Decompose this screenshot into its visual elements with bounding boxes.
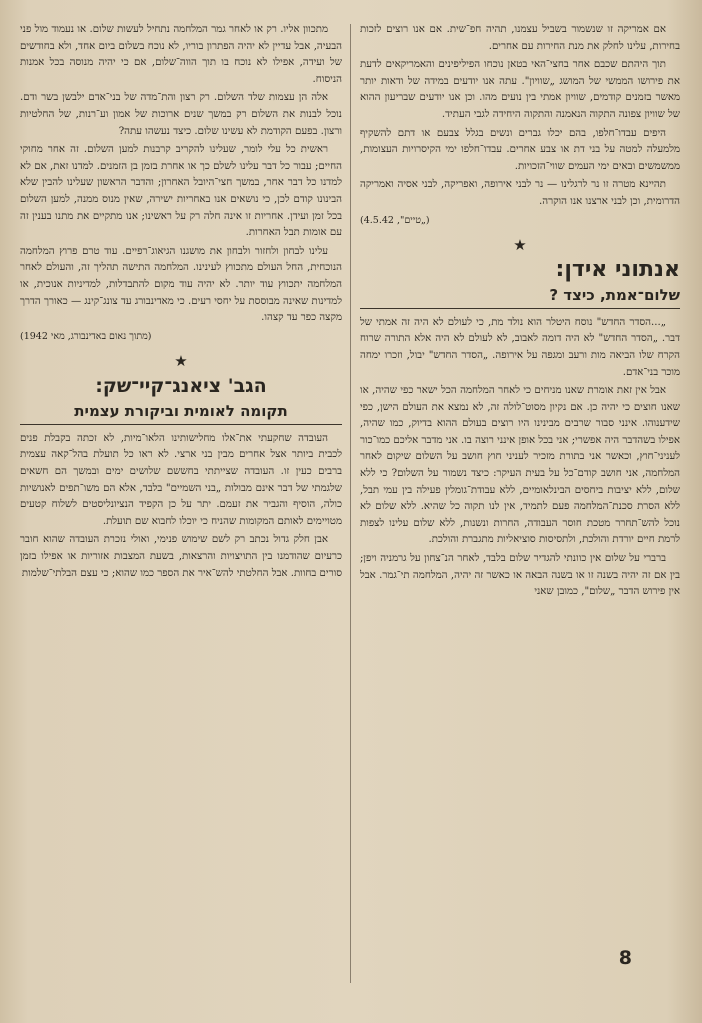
paragraph: „...הסדר החדש" נוסח היטלר הוא נולד מת, כי לעולם לא היה זה אמתי של דבר. „הסדר החדש" לא היה דומה לאבוב, לא לעולם לא היה אלא התורה שרוח הקרח שלו הביאה מות ורעב ומגפה על אירופה. „הסדר החדש" יבול, וזכרו ימחה מוכר בני־אדם.: [360, 316, 680, 378]
page-number: 8: [618, 947, 632, 969]
column-divider: [350, 24, 351, 983]
paragraph: היפים עבדו־חלפו, בהם יכלו גברים ונשים בגלל צבעם או דתם להשקיף מלמעלה למטה על בני דת או צבע אחרים. עבדו־חלפו ימי הקיסרויות העצומות, ממשמשים ובאים ימי העמים שווי־הזכויות.: [360, 127, 680, 172]
paragraph: ברברי על שלום אין כוונתי להגדיר שלום בלבד, לאחר הנ־צחון על גרמניה ויפן; בין אם זה יהיה בשנה זו או בשנה הבאה או כאשר זה יהיה, המלחמה תי־גמר. אבל אין פירוש הדבר „שלום", כמובן שאני: [360, 553, 680, 598]
paragraph: אבל אין זאת אומרת שאנו מניחים כי לאחר המלחמה הכל ישאר כפי שהיה, או שאנו חוצים כי יהיה כן. אם נקיון מסוט־לולה זה, לא נמצא את העולם הישן, כפי שידענוהו. אינני סבור שרבים מבינינו היו רוצים בעולם ההוא בדיוק, כמו שהיה, אפילו בשהדבר היה אפשרי; אני בכל אופן אינני רוצה בו. אני מדבר אליכם כמו־כור לעניני־חוץ, וכאשר אני בתורת מזכיר לעניני חוץ חושב על השלום שיקום לאחר המלחמה, אני חושב קודם־כל על בעית העיקר: כיצד נשמור על השלום? כי ללא שלום, ללא יציבות ביחסים הבינלאומיים, ללא עבודת־גומלין פעילה בין עמי תבל, ללא הסרת סכנת־המלחמה פעם לתמיד, אין לנו תקוה כל שהיא. ללא שלום לא נוכל להש־תחרר מטכת חוסר העבודה, החרות ונשנות, ללא שלום עלינו לצפות לרמת חיים יורדת והולכת, ולתסיסות סוציאליות מתגברת והולכת.: [360, 385, 680, 546]
article-title: אנתוני אידן:: [555, 256, 680, 282]
paragraph: אבן חלק גדול נכתב רק לשם שימוש פנימי, ואולי נזכרת העובדה שהוא חובר כרעיום שהודמנו בין התויצויות והרצאות, בשעת המצבות אזוריות או אפילו בזמן סורים בחוות. אבל החלטתי להש־איר את הספר כמו שהוא; כי עצם הבלתי־שלמות: [20, 534, 342, 579]
left-column: [20, 22, 342, 987]
paragraph: העובדה שחקעתי את־אלו מחלישותינו הלאו־מיות, לא זכתה בקבלת פנים לכבית ביותר אצל אחרים מבין בני ארצי. לא ראו כל תועלת בהל־קאה עצמית ברבים כעין זו. העובדה שצייתתי בחששם שלושים ימים ובמשך הם חשאים שלגמתי של דבר אינם מבולות „בני השמיים" בלבד, אלא הם משו־תפים לאנושיות כולה, הוסיף והגביר את זעמם. יתר על כן הקפיד הנציונליסטים לשלוח קטעים מטויימים לאותם המקומות שהניח כי יוכלו לחבוא שם תועלת.: [20, 432, 342, 527]
right-column: [360, 22, 680, 987]
paragraph: תהיינא מטרה זו נר לרגלינו — נר לבני אירופה, ואפריקה, לבני אסיה ואמריקה הדרומית, וכן לבני ארצנו אנו הוקרה.: [360, 179, 680, 207]
source-citation: (מתוך נאום באדינבורג, מאי 1942): [20, 330, 152, 342]
source-citation: („טיים", 4.5.42): [360, 214, 430, 226]
paragraph: תוך היהתם שכבם אחר בחצי־האי בטאן נוכחו הפיליפינים והאמריקאים לדעת את פירושו הממשי של המושג „שוויון". עתה אנו יודעים במידה של ודאות יותר מאשר בזמנים קודמים, שוויון אמתי בין נועים מהו. וכן אנו יודעים שבריעון ההוא של שוויון צפונה התקוה הנאמנה והתקוה היחידה לגבי העתיד.: [360, 59, 680, 120]
article-subtitle: תקומה לאומית וביקורת עצמית: [20, 400, 342, 425]
article-subtitle: שלום־אמת, כיצד ?: [360, 284, 680, 309]
paragraph: עלינו לבחון ולחזור ולבחון את מושגנו הגיאוג־רפיים. עוד טרם פרוץ המלחמה הנוכחית, החל העולם מתכווץ לעינינו. המלחמה התישה תהליך זה, והעולם לאחר המלחמה יתכווץ עוד יותר. לא יהיה עוד מקום להתבדלות, למדיניות אנוכית, או למדינות שאינה מבוססת על יחסי רעים. כי מאדינבורג עד צונג־קינג — כאורך הדרך מקצה כפר עד קצהו.: [20, 245, 342, 324]
paragraph: אלה הן עצמות שלד השלום. רק רצון והת־מדה של בני־אדם ילבשן בשר ודם. נוכל לבנות את השלום רק במשך שנים ארוכות של אמון וע־רנות, של החלטיות ורצון. בפעם הקודמת לא עשינו שלום. כיצד נעשהו עתה?: [20, 92, 342, 137]
paragraph: אם אמריקה זו שנשמור בשביל עצמנו, תהיה חפ־שית. אם אנו רוצים לזכות בחירות, עלינו לחלק את מנת החירות עם אחרים.: [360, 24, 680, 52]
star-ornament-icon: ★: [513, 236, 527, 255]
star-ornament-icon: ★: [174, 352, 188, 371]
paragraph: מתכוון אליו. רק או לאחר גמר המלחמה נתחיל לעשות שלום. או נעמוד מול פני הבעיה, אבל עדיין לא יהיה הפתרון בוריו, לא נוכח בשלום ביום אחד, ולא בחודשים של ועידה, אפילו לא נוכח בו תוך הווה־שלום, אם כי יהיה מנוסה בכל אמנות הניסוח.: [20, 24, 342, 85]
article-title: הגב' ציאנג־קיי־שק:: [95, 374, 267, 397]
paragraph: ראשית כל עלי לומר, שעלינו להקריב קרבנות למען השלום. זה אחר מחוקי החיים; עבור כל דבר עלינו לשלם כך או אחרת בזמן בן הזמנים. למדנו זאת, אם לא למדנו כל דבר אחר, במשך חצי־היובל האחרון; והדבר הראשון שעלינו להבין שלא הבינונו קודם לכן, כי נושאים אנו באחריות ישירה, שאין מנוס ממנה, למען השלום בכל זמן ועידן. אחריות זו אינה חלה רק על ראשינו; אנו מתקיים את מתנו בענין זה עם אומות תבל האחרות.: [20, 144, 342, 239]
